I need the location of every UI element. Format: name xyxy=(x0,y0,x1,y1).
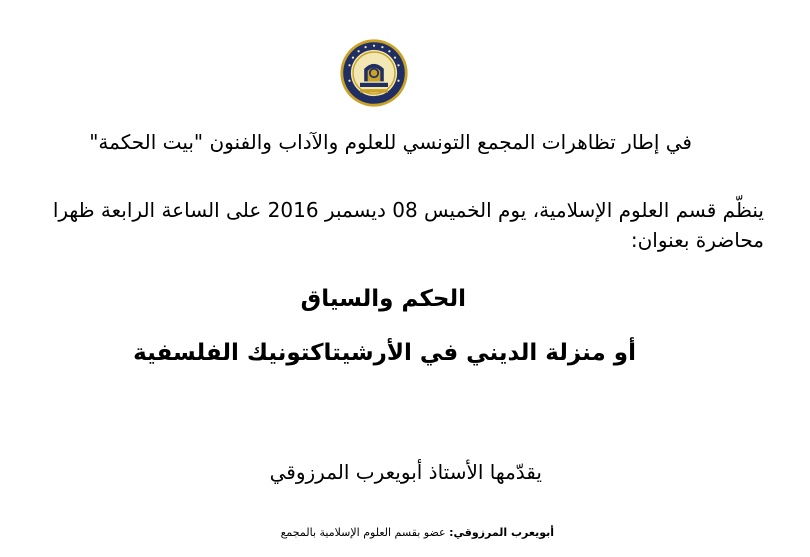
lecture-title: الحكم والسياق xyxy=(300,286,466,312)
event-intro: في إطار تظاهرات المجمع التونسي للعلوم والآداب والفنون "بيت الحكمة" xyxy=(89,130,692,154)
presenter-line: يقدّمها الأستاذ أبويعرب المرزوقي xyxy=(269,460,542,484)
presenter-bio xyxy=(281,526,554,539)
beit-al-hikma-seal-icon xyxy=(339,38,409,108)
lecture-subtitle: أو منزلة الديني في الأرشيتاكتونيك الفلسفية xyxy=(133,340,636,366)
bio-name: أبويعرب المرزوقي: xyxy=(449,526,554,539)
announcement-line-2: محاضرة بعنوان: xyxy=(630,228,764,252)
announcement-line-1: ينظّم قسم العلوم الإسلامية، يوم الخميس 08 ديسمبر 2016 على الساعة الرابعة ظهرا xyxy=(52,198,764,222)
bio-text: عضو بقسم العلوم الإسلامية بالمجمع xyxy=(280,526,450,539)
